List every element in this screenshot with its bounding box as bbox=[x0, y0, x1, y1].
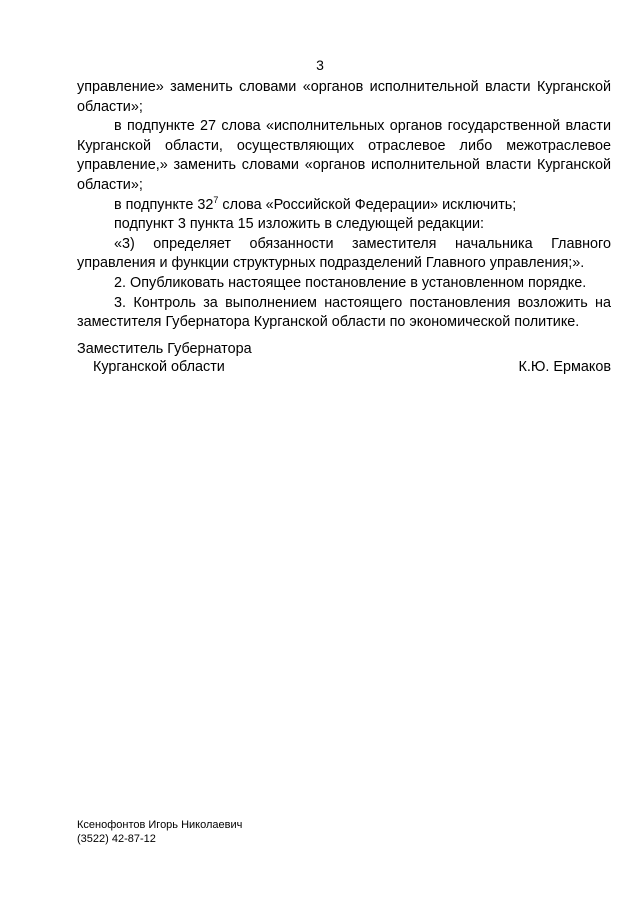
paragraph-3-after: слова «Российской Федерации» исключить; bbox=[218, 196, 517, 213]
paragraph-3 bbox=[77, 196, 611, 216]
page-number: 3 bbox=[316, 57, 324, 73]
paragraph-1: управление» заменить словами «органов исполнительной власти Курганской области»; bbox=[77, 79, 611, 115]
signature-title-line-1: Заместитель Губернатора bbox=[77, 341, 252, 357]
paragraph-3-before: в подпункте 32 bbox=[114, 196, 214, 213]
paragraph-6: 2. Опубликовать настоящее постановление в установленном порядке. bbox=[114, 274, 587, 291]
executor-info bbox=[77, 818, 242, 846]
signature-title bbox=[77, 340, 252, 376]
document-body bbox=[77, 78, 611, 333]
signature-title-line-2: Курганской области bbox=[93, 359, 225, 375]
paragraph-7: 3. Контроль за выполнением настоящего постановления возложить на заместителя Губернатора Курганской области по экономической политике. bbox=[77, 294, 611, 331]
paragraph-2: в подпункте 27 слова «исполнительных органов государственной власти Курганской области, осуществляющих отраслевое либо межотраслевое управление,» заменить словами «органов исполнительной власти Курганской области»; bbox=[77, 118, 611, 193]
executor-name: Ксенофонтов Игорь Николаевич bbox=[77, 819, 243, 831]
paragraph-5: «3) определяет обязанности заместителя начальника Главного управления и функции структурных подразделений Главного управления;». bbox=[77, 235, 611, 272]
paragraph-3-superscript: 7 bbox=[213, 194, 219, 205]
signature-name: К.Ю. Ермаков bbox=[518, 359, 611, 375]
paragraph-4: подпункт 3 пункта 15 изложить в следующей редакции: bbox=[114, 216, 485, 233]
executor-phone: (3522) 42-87-12 bbox=[77, 833, 156, 845]
